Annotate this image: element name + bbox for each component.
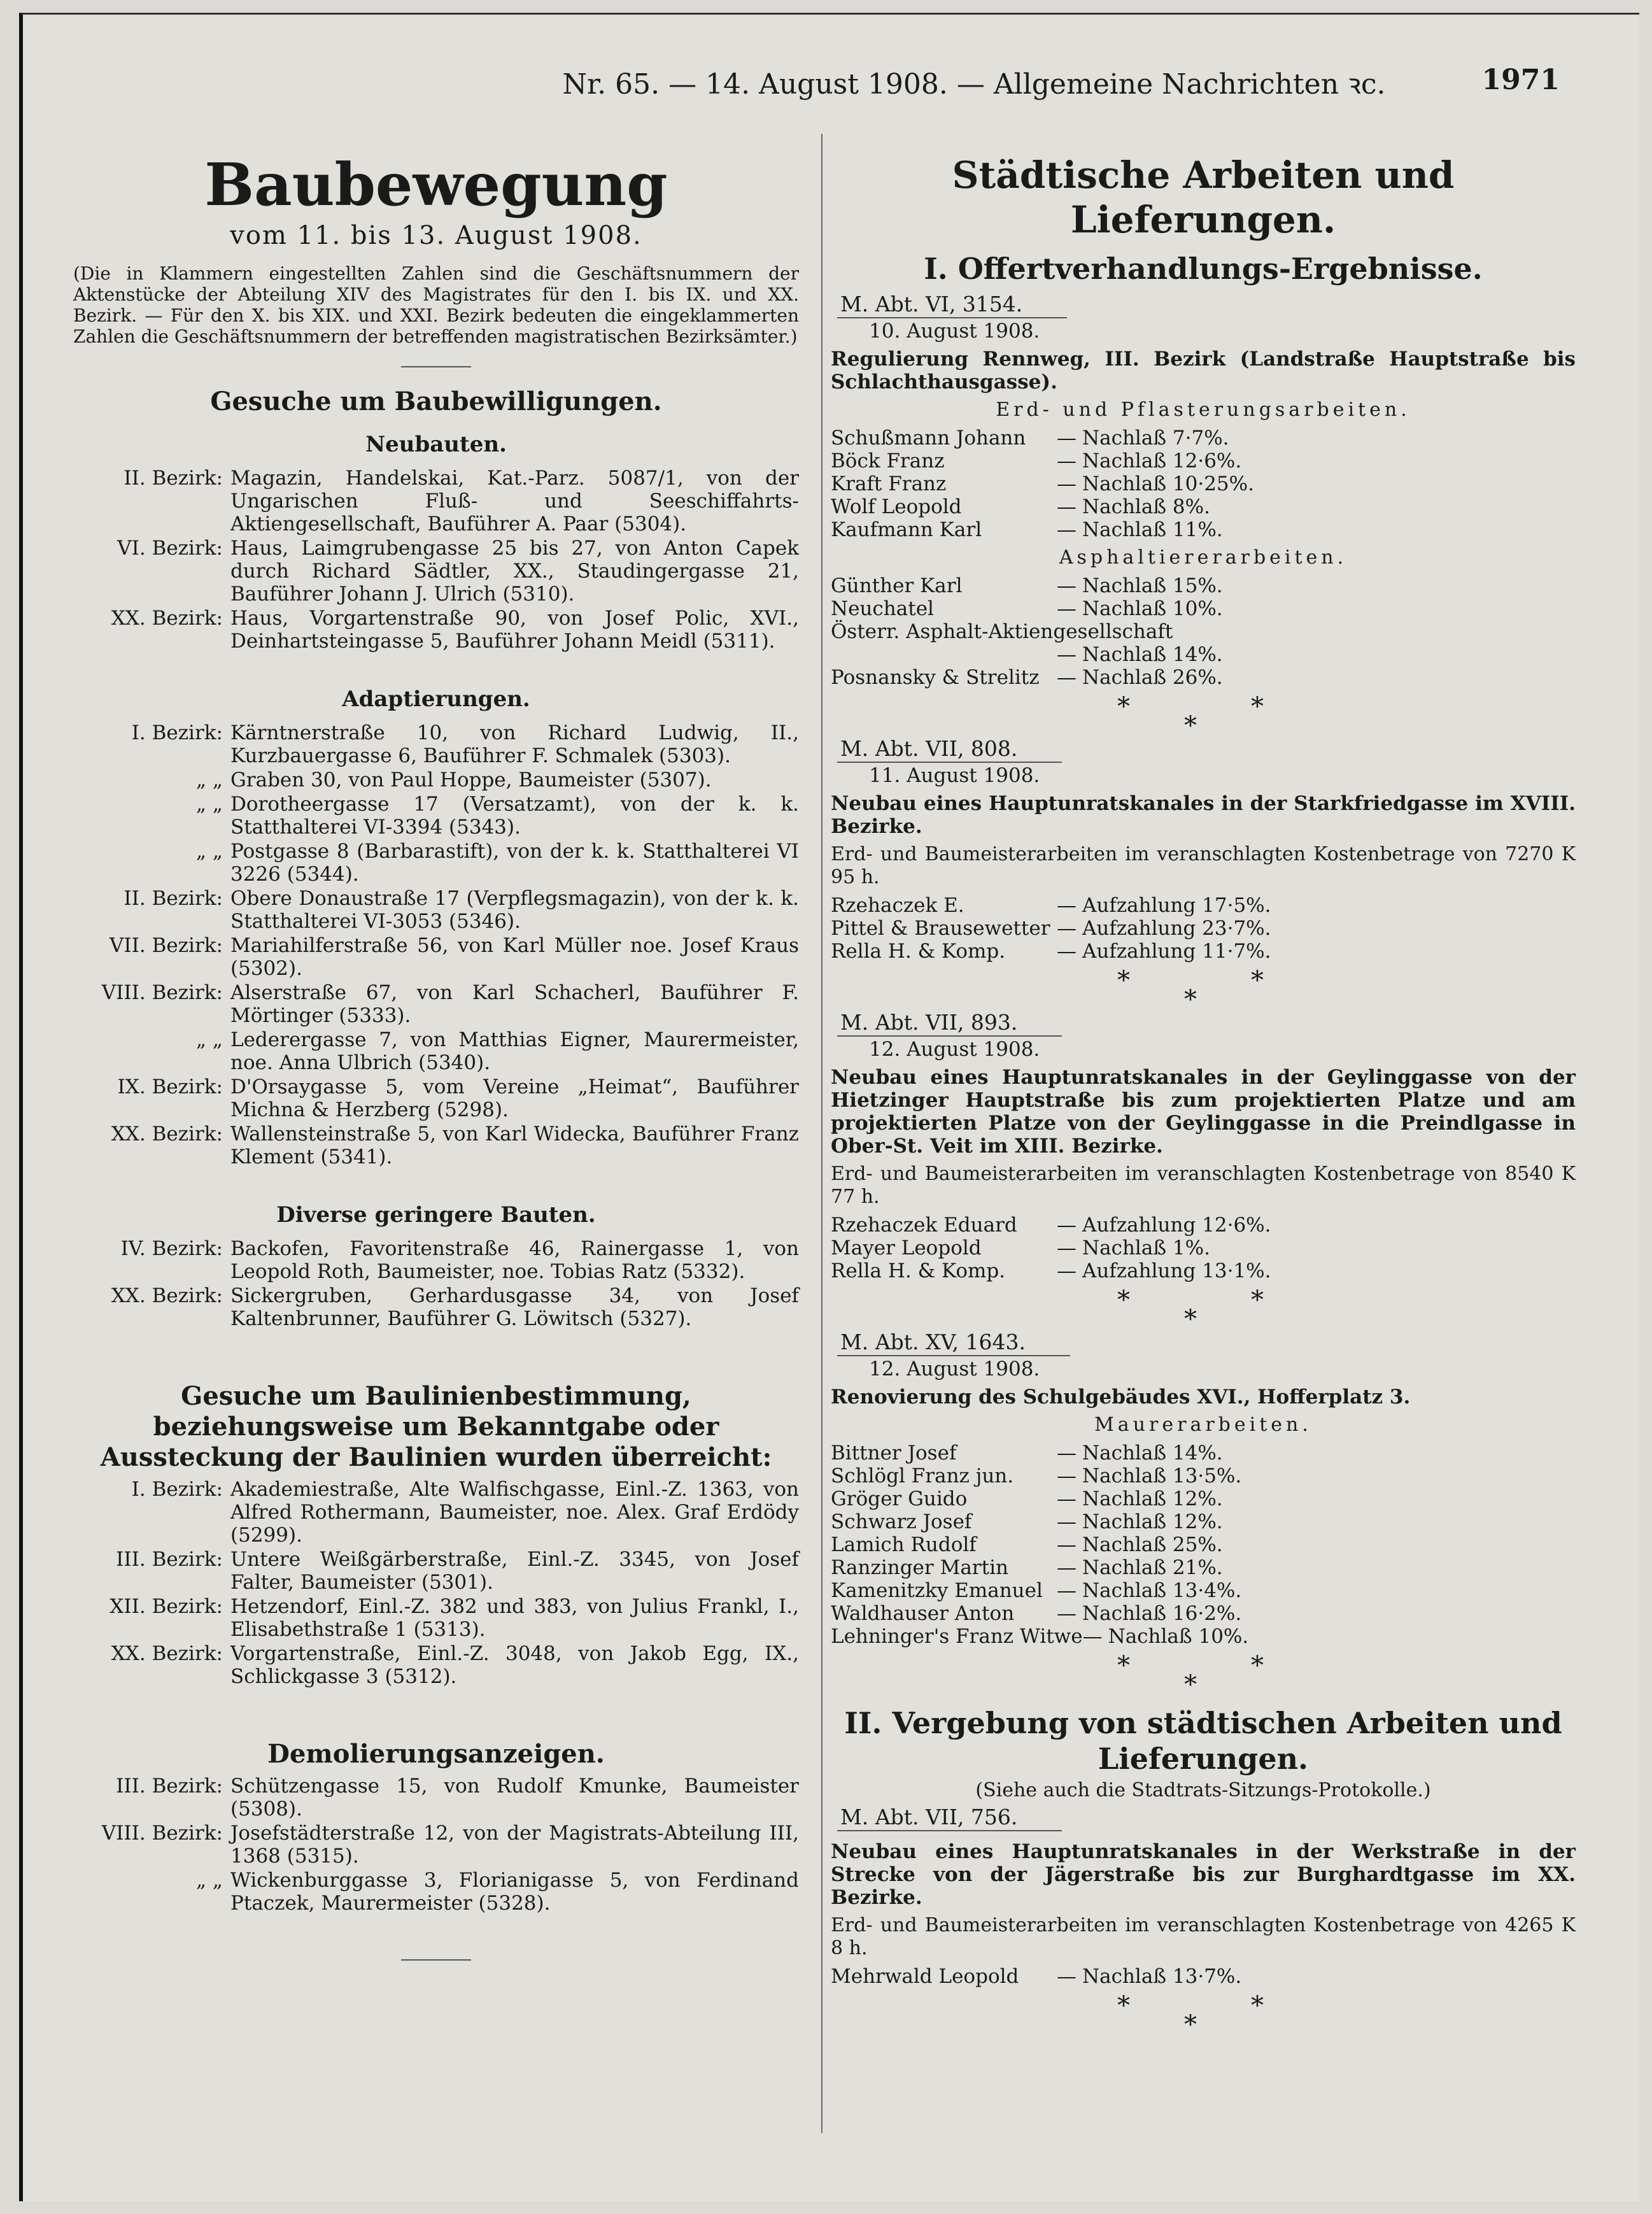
right-column bbox=[831, 137, 1576, 2040]
bid-row bbox=[831, 1533, 1576, 1556]
district-label: VI. Bezirk: bbox=[117, 537, 223, 560]
star-mark: * bbox=[1251, 966, 1264, 995]
department-reference: M. Abt. XV, 1643. bbox=[837, 1331, 1070, 1356]
bid-value: Aufzahlung 23·7%. bbox=[1082, 917, 1271, 940]
district-entry bbox=[73, 1775, 799, 1820]
project-title: Regulierung Rennweg, III. Bezirk (Landstraße Hauptstraße bis Schlachthausgasse). bbox=[831, 348, 1576, 394]
district-label: XII. Bezirk: bbox=[109, 1595, 223, 1618]
department-reference: M. Abt. VII, 808. bbox=[837, 737, 1062, 763]
bidder-name: Kaufmann Karl bbox=[831, 518, 982, 541]
dash: — bbox=[1057, 1965, 1077, 1988]
bidder-name: Pittel & Brausewetter bbox=[831, 917, 1050, 940]
bid-row-wrap bbox=[831, 620, 1576, 666]
dash: — bbox=[1057, 1602, 1077, 1625]
section-heading-1: I. Offertverhandlungs-Ergebnisse. bbox=[924, 252, 1483, 286]
bid-value: Aufzahlung 17·5%. bbox=[1082, 894, 1271, 917]
district-label: III. Bezirk: bbox=[116, 1548, 223, 1571]
star-mark: * bbox=[1184, 1305, 1197, 1334]
bidder-name: Lamich Rudolf bbox=[831, 1533, 977, 1556]
entry-text: Vorgartenstraße, Einl.-Z. 3048, von Jakob Egg, IX., Schlickgasse 3 (5312). bbox=[230, 1642, 799, 1688]
separator-stars bbox=[831, 1282, 1576, 1334]
entry-text: Graben 30, von Paul Hoppe, Baumeister (5307). bbox=[230, 769, 712, 791]
bidder-name: Ranzinger Martin bbox=[831, 1556, 1008, 1579]
entry-text: Wickenburggasse 3, Florianigasse 5, von Ferdinand Ptaczek, Maurermeister (5328). bbox=[230, 1869, 799, 1915]
bidder-name: Schlögl Franz jun. bbox=[831, 1465, 1014, 1487]
bid-row bbox=[831, 894, 1576, 917]
dash: — bbox=[1057, 574, 1077, 597]
bid-value: Nachlaß 12%. bbox=[1082, 1510, 1223, 1533]
bidder-name: Rella H. & Komp. bbox=[831, 1260, 1006, 1282]
bid-value: Nachlaß 12%. bbox=[1082, 1487, 1223, 1510]
dash: — bbox=[1057, 495, 1077, 518]
district-label: „ „ bbox=[196, 840, 223, 863]
dash: — bbox=[1057, 1260, 1077, 1282]
bidder-name: Mayer Leopold bbox=[831, 1237, 982, 1260]
dash: — bbox=[1057, 1237, 1077, 1260]
district-label: IX. Bezirk: bbox=[117, 1075, 223, 1098]
section-heading: Gesuche um Baubewilligungen. bbox=[210, 387, 662, 416]
dash: — bbox=[1057, 450, 1077, 472]
short-divider bbox=[401, 366, 471, 367]
bidder-name: Lehninger's Franz Witwe bbox=[831, 1625, 1083, 1648]
district-label: „ „ bbox=[196, 1869, 223, 1892]
bid-value: Nachlaß 15%. bbox=[1082, 574, 1223, 597]
district-entry bbox=[73, 467, 799, 536]
entry-text: Kärntnerstraße 10, von Richard Ludwig, II., Kurzbauergasse 6, Bauführer F. Schmalek (5303). bbox=[230, 721, 799, 767]
dash: — bbox=[1057, 427, 1077, 450]
project-title: Neubau eines Hauptunratskanales in der Starkfriedgasse im XVIII. Bezirke. bbox=[831, 792, 1576, 838]
bidder-name: Gröger Guido bbox=[831, 1487, 968, 1510]
district-entry bbox=[73, 1548, 799, 1594]
project-title: Neubau eines Hauptunratskanales in der Werkstraße in der Strecke von der Jägerstraße bis zur Burghardtgasse im XX. Bezirke. bbox=[831, 1840, 1576, 1909]
bidder-name: Böck Franz bbox=[831, 450, 945, 472]
left-column bbox=[73, 137, 799, 1961]
district-entry bbox=[73, 1869, 799, 1915]
bid-value: Aufzahlung 13·1%. bbox=[1082, 1260, 1271, 1282]
tender-date: 10. August 1908. bbox=[869, 320, 1040, 343]
work-category: Erd- und Pflasterungsarbeiten. bbox=[996, 399, 1411, 421]
dash: — bbox=[1057, 1465, 1077, 1487]
bid-value: Nachlaß 1%. bbox=[1082, 1237, 1210, 1260]
bid-value: Nachlaß 25%. bbox=[1082, 1533, 1223, 1556]
dash: — bbox=[1057, 1214, 1077, 1237]
column-divider bbox=[821, 134, 822, 2133]
entry-text: Lederergasse 7, von Matthias Eigner, Maurermeister, noe. Anna Ulbrich (5340). bbox=[230, 1028, 799, 1074]
bid-row bbox=[831, 1602, 1576, 1625]
bid-value: Nachlaß 10%. bbox=[1082, 597, 1223, 620]
section-heading: Gesuche um Baulinienbestimmung, beziehungsweise um Bekanntgabe oder Aussteckung der Baulinien wurden überreicht: bbox=[100, 1381, 772, 1472]
star-mark: * bbox=[1117, 966, 1130, 995]
dash: — bbox=[1057, 597, 1077, 620]
star-mark: * bbox=[1117, 1286, 1130, 1315]
separator-stars bbox=[831, 963, 1576, 1014]
district-entry bbox=[73, 1284, 799, 1330]
bid-row bbox=[831, 472, 1576, 495]
dash: — bbox=[1057, 472, 1077, 495]
district-entry bbox=[73, 840, 799, 886]
dash: — bbox=[1057, 940, 1077, 963]
entry-text: Mariahilferstraße 56, von Karl Müller noe. Josef Kraus (5302). bbox=[230, 934, 799, 980]
bid-row bbox=[831, 1510, 1576, 1533]
entry-text: Backofen, Favoritenstraße 46, Rainergasse 1, von Leopold Roth, Baumeister, noe. Tobias Ratz (5332). bbox=[230, 1237, 799, 1283]
tender-date: 11. August 1908. bbox=[869, 764, 1040, 787]
district-label: II. Bezirk: bbox=[124, 887, 223, 910]
entry-text: Schützengasse 15, von Rudolf Kmunke, Baumeister (5308). bbox=[230, 1775, 799, 1820]
dash: — bbox=[1057, 1510, 1077, 1533]
district-entry bbox=[73, 887, 799, 933]
right-title: Städtische Arbeiten und Lieferungen. bbox=[952, 153, 1455, 241]
bidder-name: Bittner Josef bbox=[831, 1442, 957, 1465]
bid-value: Nachlaß 7·7%. bbox=[1082, 427, 1229, 450]
bidder-name: Neuchatel bbox=[831, 597, 934, 620]
bid-row bbox=[831, 666, 1576, 689]
bidder-name: Günther Karl bbox=[831, 574, 963, 597]
district-label: VIII. Bezirk: bbox=[101, 1822, 223, 1845]
explanatory-note: (Die in Klammern eingestellten Zahlen sind die Geschäftsnummern der Aktenstücke der Abteilung XIV des Magistrates für den I. bis IX. und XX. Bezirk. — Für den X. bis XIX. und XXI. Bezirk bedeuten die eingeklammerten Zahlen die Geschäftsnummern der betreffenden magistratischen Bezirksämter.) bbox=[73, 263, 799, 347]
entry-text: Wallensteinstraße 5, von Karl Widecka, Bauführer Franz Klement (5341). bbox=[230, 1123, 799, 1168]
district-entry bbox=[73, 1237, 799, 1283]
project-title: Renovierung des Schulgebäudes XVI., Hofferplatz 3. bbox=[831, 1386, 1411, 1409]
bidder-name: Schwarz Josef bbox=[831, 1510, 972, 1533]
district-label: IV. Bezirk: bbox=[120, 1237, 223, 1260]
district-label: XX. Bezirk: bbox=[111, 607, 223, 630]
star-mark: * bbox=[1184, 2010, 1197, 2040]
dash: — bbox=[1057, 1556, 1077, 1579]
bidder-name: Kraft Franz bbox=[831, 472, 947, 495]
dash: — bbox=[1057, 518, 1077, 541]
bidder-name: Wolf Leopold bbox=[831, 495, 962, 518]
spacer bbox=[73, 1689, 799, 1707]
district-entry bbox=[73, 769, 799, 791]
bidder-name: Rella H. & Komp. bbox=[831, 940, 1006, 963]
district-label: III. Bezirk: bbox=[116, 1775, 223, 1798]
entry-text: Dorotheergasse 17 (Versatzamt), von der k. k. Statthalterei VI-3394 (5343). bbox=[230, 793, 799, 839]
bid-row bbox=[831, 1965, 1576, 1988]
department-reference: M. Abt. VI, 3154. bbox=[837, 293, 1067, 318]
bid-row bbox=[831, 518, 1576, 541]
section-heading: Demolierungsanzeigen. bbox=[267, 1739, 605, 1769]
district-label: „ „ bbox=[196, 1028, 223, 1051]
dash: — bbox=[1057, 666, 1077, 689]
district-label: VII. Bezirk: bbox=[109, 934, 223, 957]
entry-text: Obere Donaustraße 17 (Verpflegsmagazin), von der k. k. Statthalterei VI-3053 (5346). bbox=[230, 887, 799, 933]
district-entry bbox=[73, 1642, 799, 1688]
bid-row bbox=[831, 643, 1576, 666]
tender-results bbox=[831, 289, 1576, 1700]
dash: — bbox=[1057, 1442, 1077, 1465]
bid-row bbox=[831, 1465, 1576, 1487]
bid-value: Nachlaß 26%. bbox=[1082, 666, 1223, 689]
district-entry bbox=[73, 1075, 799, 1121]
district-entry bbox=[73, 607, 799, 653]
star-mark: * bbox=[1251, 1991, 1264, 2020]
award-block bbox=[831, 1802, 1576, 2040]
star-mark: * bbox=[1184, 985, 1197, 1014]
bid-row bbox=[831, 574, 1576, 597]
district-entry bbox=[73, 1822, 799, 1868]
work-description: Erd- und Baumeisterarbeiten im veranschlagten Kostenbetrage von 7270 K 95 h. bbox=[831, 843, 1576, 888]
bid-row bbox=[831, 940, 1576, 963]
bid-value: Nachlaß 13·7%. bbox=[1082, 1965, 1242, 1988]
star-mark: * bbox=[1184, 1670, 1197, 1700]
bid-value: Nachlaß 16·2%. bbox=[1082, 1602, 1242, 1625]
bidder-name: Kamenitzky Emanuel bbox=[831, 1579, 1043, 1602]
subsection-heading: Diverse geringere Bauten. bbox=[276, 1202, 596, 1228]
district-entry bbox=[73, 537, 799, 606]
bid-value: Nachlaß 12·6%. bbox=[1082, 450, 1242, 472]
dash: — bbox=[1057, 1487, 1077, 1510]
entry-text: D'Orsaygasse 5, vom Vereine „Heimat“, Bauführer Michna & Herzberg (5298). bbox=[230, 1075, 799, 1121]
entry-text: Josefstädterstraße 12, von der Magistrats-Abteilung III, 1368 (5315). bbox=[230, 1822, 799, 1868]
district-label: II. Bezirk: bbox=[124, 467, 223, 490]
district-label: VIII. Bezirk: bbox=[101, 981, 223, 1004]
bidder-name: Rzehaczek Eduard bbox=[831, 1214, 1017, 1237]
spacer bbox=[73, 1331, 799, 1349]
district-label: XX. Bezirk: bbox=[111, 1284, 223, 1307]
bid-value: Nachlaß 13·4%. bbox=[1082, 1579, 1242, 1602]
bid-value: Nachlaß 13·5%. bbox=[1082, 1465, 1242, 1487]
star-mark: * bbox=[1184, 711, 1197, 741]
star-mark: * bbox=[1251, 1286, 1264, 1315]
page-number: 1971 bbox=[1481, 64, 1560, 96]
running-header: Nr. 65. — 14. August 1908. — Allgemeine Nachrichten ꝛc. bbox=[562, 68, 1386, 101]
star-mark: * bbox=[1251, 1651, 1264, 1680]
subsection-heading: Adaptierungen. bbox=[342, 686, 530, 712]
department-reference: M. Abt. VII, 893. bbox=[837, 1011, 1062, 1037]
baubewegung-subtitle: vom 11. bis 13. August 1908. bbox=[230, 221, 642, 250]
bid-value: Nachlaß 14%. bbox=[1082, 643, 1223, 666]
project-title: Neubau eines Hauptunratskanales in der Geylinggasse von der Hietzinger Hauptstraße bis zum projektierten Platze und am projektierten Platze von der Geylinggasse in die Preindlgasse in Ober-St. Veit im XIII. Bezirke. bbox=[831, 1066, 1576, 1158]
district-label: I. Bezirk: bbox=[131, 1478, 223, 1501]
bid-row bbox=[831, 427, 1576, 450]
star-mark: * bbox=[1117, 1991, 1130, 2020]
bid-row bbox=[831, 1260, 1576, 1282]
district-entry bbox=[73, 1595, 799, 1641]
entry-text: Hetzendorf, Einl.-Z. 382 und 383, von Julius Frankl, I., Elisabethstraße 1 (5313). bbox=[230, 1595, 799, 1641]
entry-text: Postgasse 8 (Barbarastift), von der k. k. Statthalterei VI 3226 (5344). bbox=[230, 840, 799, 886]
entry-text: Sickergruben, Gerhardusgasse 34, von Josef Kaltenbrunner, Bauführer G. Löwitsch (5327). bbox=[230, 1284, 799, 1330]
bidder-name: Waldhauser Anton bbox=[831, 1602, 1015, 1625]
dash: — bbox=[1057, 917, 1077, 940]
bid-row bbox=[831, 597, 1576, 620]
entry-text: Untere Weißgärberstraße, Einl.-Z. 3345, von Josef Falter, Baumeister (5301). bbox=[230, 1548, 799, 1594]
section-heading-2: II. Vergebung von städtischen Arbeiten und Lieferungen. bbox=[844, 1706, 1562, 1776]
tender-date: 12. August 1908. bbox=[869, 1038, 1040, 1061]
bid-value: Aufzahlung 11·7%. bbox=[1082, 940, 1271, 963]
district-entry bbox=[73, 934, 799, 980]
tender-date: 12. August 1908. bbox=[869, 1358, 1040, 1380]
work-description: Erd- und Baumeisterarbeiten im veranschlagten Kostenbetrage von 4265 K 8 h. bbox=[831, 1914, 1576, 1959]
left-sections bbox=[73, 387, 799, 1934]
section2-note: (Siehe auch die Stadtrats-Sitzungs-Protokolle.) bbox=[975, 1779, 1431, 1801]
bid-value: Aufzahlung 12·6%. bbox=[1082, 1214, 1271, 1237]
spacer bbox=[73, 1916, 799, 1934]
district-entry bbox=[73, 793, 799, 839]
district-label: I. Bezirk: bbox=[131, 721, 223, 744]
bid-row bbox=[831, 1487, 1576, 1510]
bidder-name-spacer bbox=[831, 643, 1057, 666]
bid-value: Nachlaß 21%. bbox=[1082, 1556, 1223, 1579]
subsection-heading: Neubauten. bbox=[365, 432, 507, 457]
entry-text: Haus, Laimgrubengasse 25 bis 27, von Anton Capek durch Richard Sädtler, XX., Staudingergasse 21, Bauführer Johann J. Ulrich (5310). bbox=[230, 537, 799, 606]
district-entry bbox=[73, 981, 799, 1027]
bid-row bbox=[831, 1442, 1576, 1465]
bidder-name: Schußmann Johann bbox=[831, 427, 1026, 450]
dash: — bbox=[1057, 1533, 1077, 1556]
star-mark: * bbox=[1117, 1651, 1130, 1680]
district-entry bbox=[73, 1028, 799, 1074]
star-mark: * bbox=[1117, 692, 1130, 721]
bidder-name: Posnansky & Strelitz bbox=[831, 666, 1040, 689]
bid-row bbox=[831, 1237, 1576, 1260]
department-reference: M. Abt. VII, 756. bbox=[837, 1806, 1062, 1831]
dash: — bbox=[1057, 643, 1077, 666]
bidder-name: Rzehaczek E. bbox=[831, 894, 964, 917]
bid-row bbox=[831, 1214, 1576, 1237]
dash: — bbox=[1082, 1625, 1103, 1648]
baubewegung-title: Baubewegung bbox=[204, 150, 668, 219]
bidder-name: Österr. Asphalt-Aktiengesellschaft bbox=[831, 620, 1173, 643]
work-category: Maurerarbeiten. bbox=[1094, 1414, 1312, 1436]
bid-row bbox=[831, 495, 1576, 518]
entry-text: Haus, Vorgartenstraße 90, von Josef Polic, XVI., Deinhartsteingasse 5, Bauführer Johann Meidl (5311). bbox=[230, 607, 799, 653]
separator-stars bbox=[831, 1648, 1576, 1700]
bid-row bbox=[831, 1579, 1576, 1602]
bidder-name: Mehrwald Leopold bbox=[831, 1965, 1019, 1988]
bid-row bbox=[831, 450, 1576, 472]
bid-value: Nachlaß 11%. bbox=[1082, 518, 1223, 541]
work-description: Erd- und Baumeisterarbeiten im veranschlagten Kostenbetrage von 8540 K 77 h. bbox=[831, 1163, 1576, 1208]
bid-value: Nachlaß 8%. bbox=[1082, 495, 1210, 518]
bid-row bbox=[831, 1625, 1576, 1648]
bid-value: Nachlaß 10·25%. bbox=[1082, 472, 1254, 495]
bid-row bbox=[831, 1556, 1576, 1579]
entry-text: Magazin, Handelskai, Kat.-Parz. 5087/1, von der Ungarischen Fluß- und Seeschiffahrts-Aktiengesellschaft, Bauführer A. Paar (5304). bbox=[230, 467, 799, 536]
dash: — bbox=[1057, 1579, 1077, 1602]
work-category: Asphaltiererarbeiten. bbox=[1059, 546, 1348, 569]
bid-value: Nachlaß 14%. bbox=[1082, 1442, 1223, 1465]
separator-stars bbox=[831, 689, 1576, 741]
bid-row bbox=[831, 917, 1576, 940]
district-label: „ „ bbox=[196, 769, 223, 791]
district-entry bbox=[73, 1123, 799, 1168]
district-entry bbox=[73, 721, 799, 767]
spacer bbox=[73, 1170, 799, 1188]
short-divider bbox=[401, 1959, 471, 1961]
bid-value: Nachlaß 10%. bbox=[1108, 1625, 1249, 1648]
separator-stars bbox=[831, 1988, 1576, 2040]
dash: — bbox=[1057, 894, 1077, 917]
entry-text: Akademiestraße, Alte Walfischgasse, Einl.-Z. 1363, von Alfred Rothermann, Baumeister, noe. Alex. Graf Erdödy (5299). bbox=[230, 1478, 799, 1547]
spacer bbox=[73, 654, 799, 672]
district-label: XX. Bezirk: bbox=[111, 1123, 223, 1146]
district-entry bbox=[73, 1478, 799, 1547]
entry-text: Alserstraße 67, von Karl Schacherl, Bauführer F. Mörtinger (5333). bbox=[230, 981, 799, 1027]
district-label: XX. Bezirk: bbox=[111, 1642, 223, 1665]
star-mark: * bbox=[1251, 692, 1264, 721]
district-label: „ „ bbox=[196, 793, 223, 816]
